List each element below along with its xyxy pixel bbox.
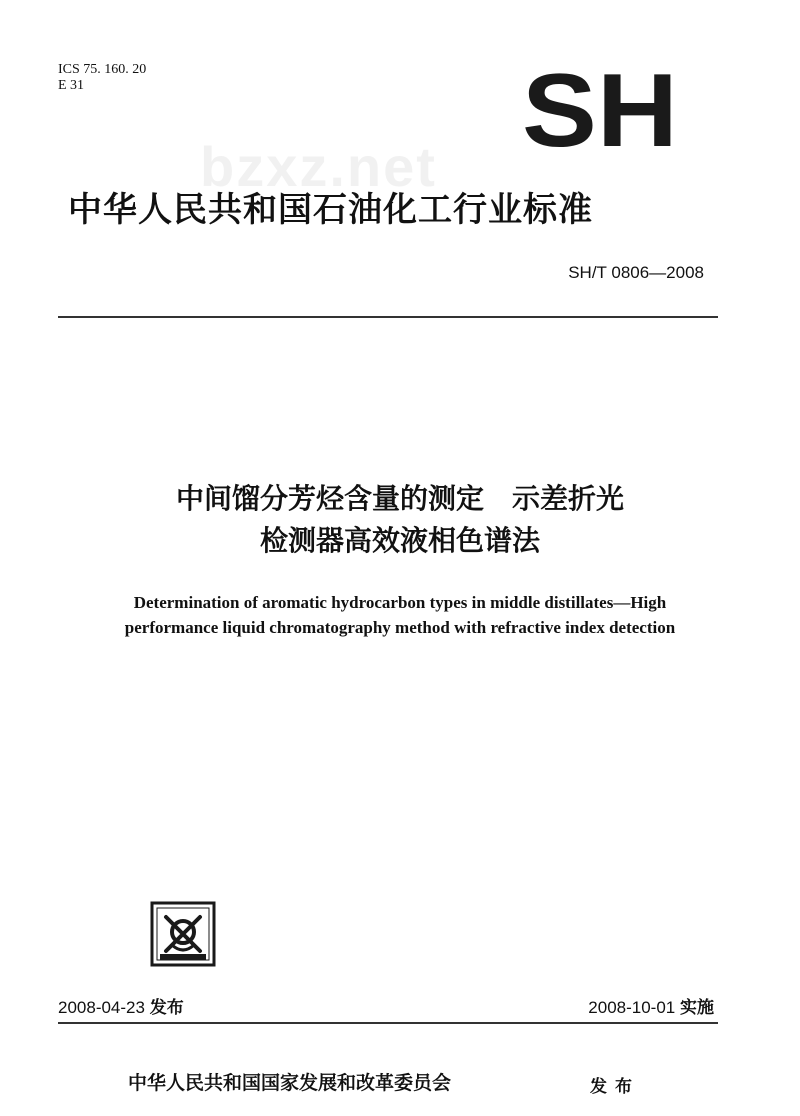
issue-date (58, 993, 184, 1018)
english-title (40, 590, 760, 640)
chinese-title (40, 478, 760, 562)
ccs-code: E 31 (58, 78, 85, 93)
watermark: bzxz.net (200, 135, 437, 198)
bottom-divider (58, 1022, 718, 1024)
chinese-title-line1-part1: 中间馏分芳烃含量的测定 (175, 482, 484, 515)
implementation-date-value: 2008-10-01 (588, 998, 676, 1017)
top-divider (58, 316, 718, 318)
org-title: 中华人民共和国石油化工行业标准 (68, 190, 593, 230)
english-title-line1: Determination of aromatic hydrocarbon types in middle distillates—High (133, 593, 667, 612)
chinese-title-line1-part2: 示差折光 (512, 482, 625, 515)
sh-logo (520, 70, 680, 150)
implementation-date-label: 实施 (680, 998, 714, 1018)
english-title-line2: performance liquid chromatography method with refractive index detection (124, 618, 676, 637)
publish-label: 发布 (590, 1077, 640, 1097)
issue-date-label: 发布 (149, 998, 184, 1018)
chinese-title-line2: 检测器高效液相色谱法 (259, 524, 540, 557)
implementation-date (588, 993, 714, 1018)
standard-number: SH/T 0806—2008 (568, 263, 704, 282)
chinese-title-line1 (40, 478, 760, 520)
publisher-seal-icon (150, 901, 216, 967)
ics-code: ICS 75. 160. 20 (58, 62, 147, 77)
sh-logo-text: SH (522, 70, 678, 150)
publisher-name: 中华人民共和国国家发展和改革委员会 (128, 1072, 452, 1094)
classification-codes (58, 62, 146, 94)
issue-date-value: 2008-04-23 (58, 998, 145, 1017)
